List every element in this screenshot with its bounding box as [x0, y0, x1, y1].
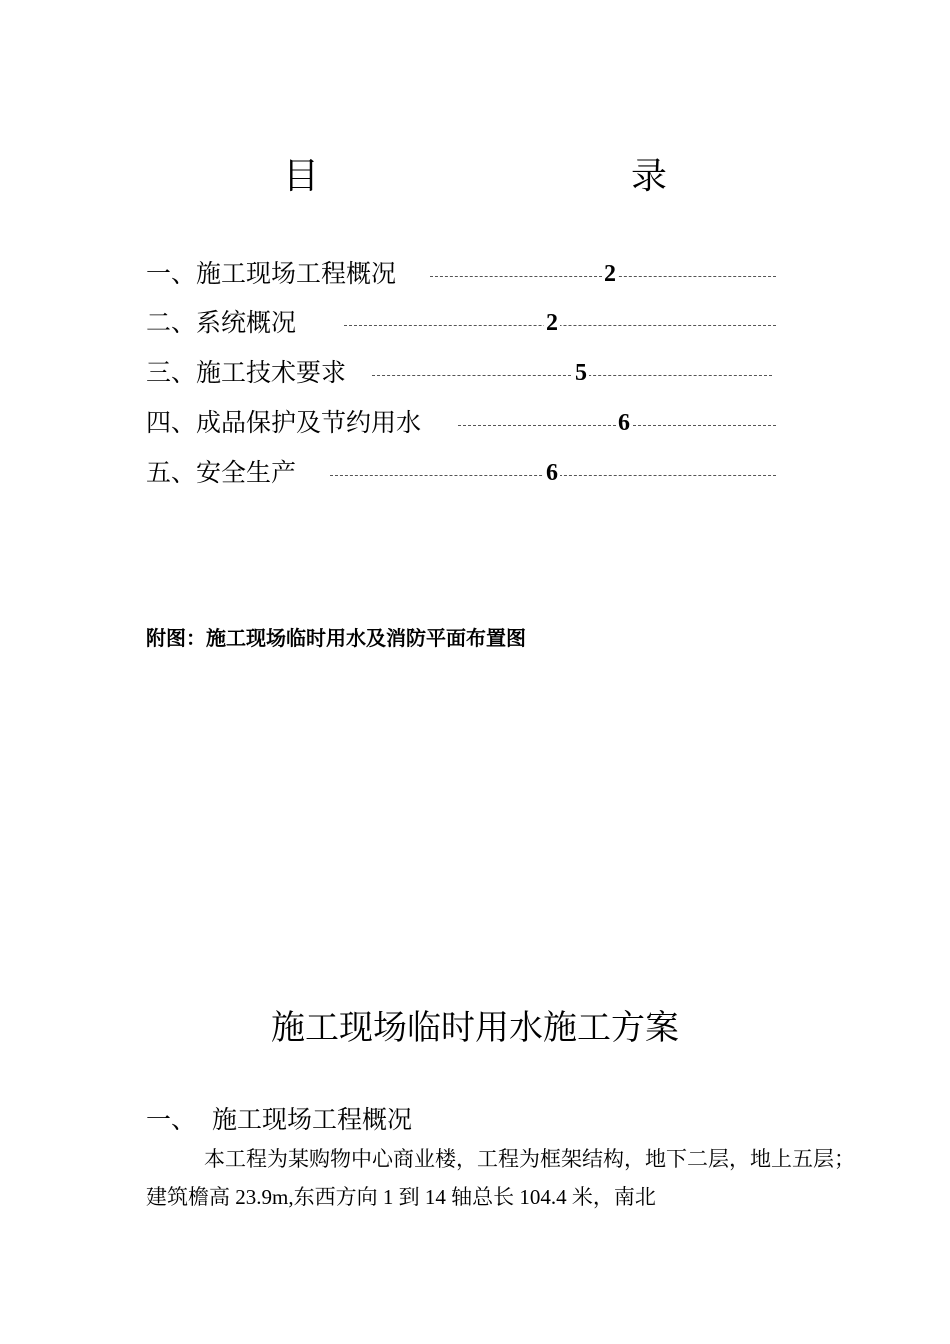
toc-item[interactable]	[146, 254, 776, 294]
toc-item-label: 一、施工现场工程概况	[146, 254, 398, 294]
toc-item-page: 6	[616, 403, 632, 443]
toc-item-label: 五、安全生产	[146, 453, 298, 493]
toc-item-page: 2	[602, 254, 618, 294]
toc-item[interactable]	[146, 403, 776, 443]
toc-item-page: 5	[573, 353, 589, 393]
section-heading-text: 施工现场工程概况	[212, 1105, 413, 1134]
toc-item-page: 6	[544, 453, 560, 493]
toc-item-label: 三、施工技术要求	[146, 353, 348, 393]
toc-item-label: 二、系统概况	[146, 303, 298, 343]
toc-item-page: 2	[544, 303, 560, 343]
toc-leader	[372, 375, 772, 376]
toc-leader	[344, 325, 776, 326]
appendix-caption: 附图：施工现场临时用水及消防平面布置图	[146, 626, 526, 650]
toc-title: 目 录	[282, 156, 747, 197]
toc-item[interactable]	[146, 453, 776, 493]
toc-item-label: 四、成品保护及节约用水	[146, 403, 423, 443]
body-paragraph: 本工程为某购物中心商业楼，工程为框架结构，地下二层，地上五层；建筑檐高 23.9m,东西方向 1 到 14 轴总长 104.4 米，南北	[146, 1147, 855, 1209]
document-title: 施工现场临时用水施工方案	[271, 1008, 679, 1048]
toc-item[interactable]	[146, 353, 776, 393]
section-heading	[146, 1100, 412, 1136]
toc-item[interactable]	[146, 303, 776, 343]
section-number: 一、	[146, 1105, 197, 1134]
